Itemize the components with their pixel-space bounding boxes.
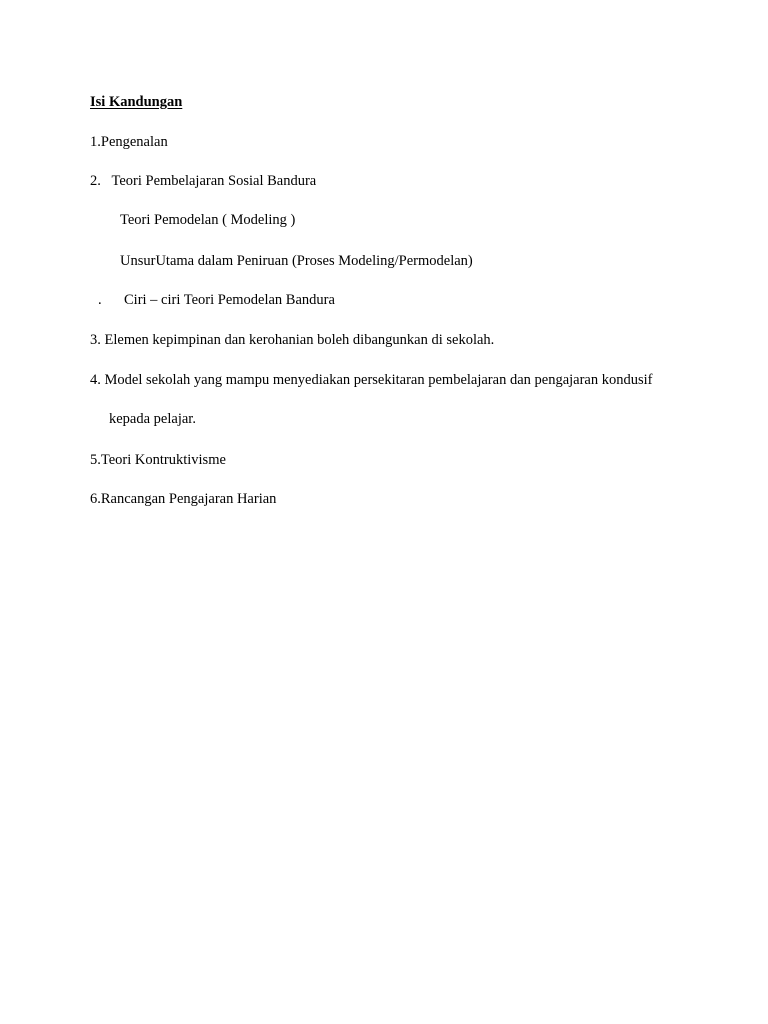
toc-item-model-sekolah: 4. Model sekolah yang mampu menyediakan persekitaran pembelajaran dan pengajaran kondusif [90,372,653,388]
toc-heading: Isi Kandungan [90,94,183,110]
toc-item-elemen-kepimpinan: 3. Elemen kepimpinan dan kerohanian boleh dibangunkan di sekolah. [90,332,495,348]
toc-item-rancangan-pengajaran: 6.Rancangan Pengajaran Harian [90,491,277,507]
toc-item-pengenalan: 1.Pengenalan [90,134,168,150]
toc-subitem-unsur-utama: UnsurUtama dalam Peniruan (Proses Modeling/Permodelan) [120,253,473,269]
toc-item-model-sekolah-cont: kepada pelajar. [109,411,196,427]
toc-item-teori-kontruktivisme: 5.Teori Kontruktivisme [90,452,226,468]
toc-subitem-teori-pemodelan: Teori Pemodelan ( Modeling ) [120,212,296,228]
toc-bullet-dot: . [98,292,102,308]
toc-subitem-ciri-ciri: Ciri – ciri Teori Pemodelan Bandura [124,292,335,308]
toc-item-teori-pembelajaran: 2. Teori Pembelajaran Sosial Bandura [90,173,317,189]
